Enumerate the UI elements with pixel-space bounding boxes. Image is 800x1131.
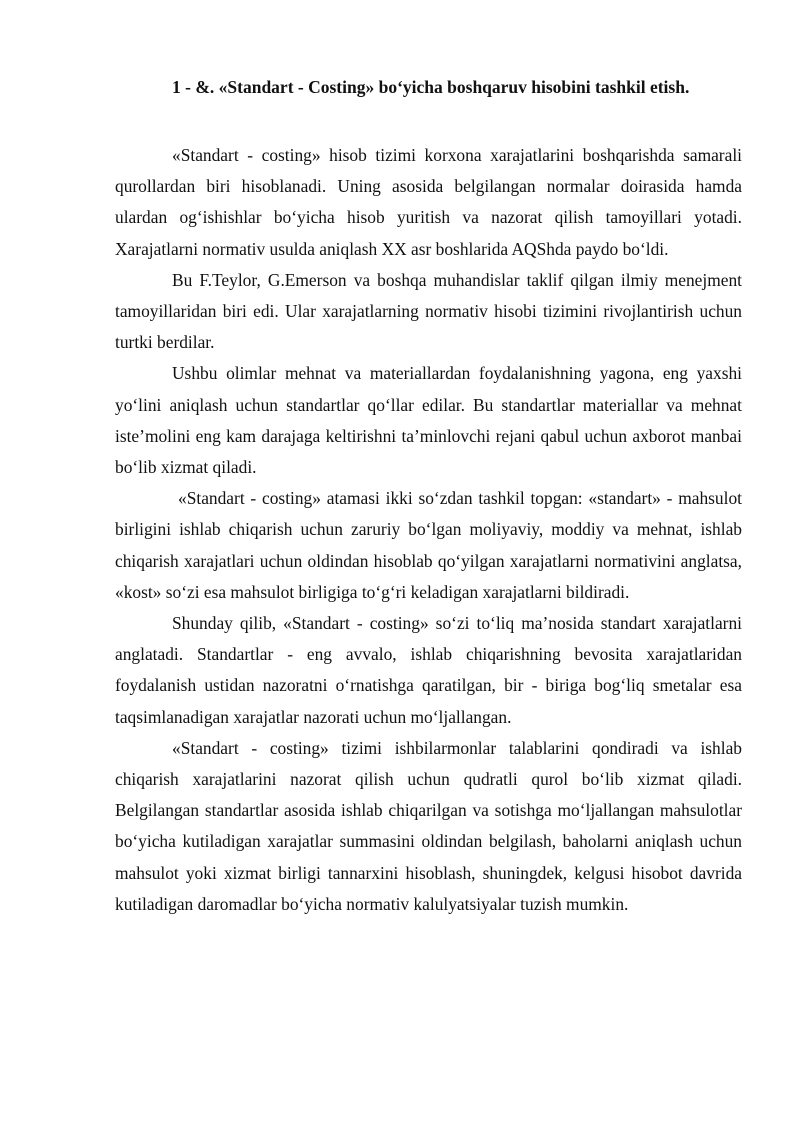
paragraph-6: «Standart - costing» tizimi ishbilarmonlar talablarini qondiradi va ishlab chiqarish xarajatlarini nazorat qilish uchun qudratli qurol bo‘lib xizmat qiladi. Belgilangan standartlar asosida ishlab chiqarilgan va sotishga mo‘ljallangan mahsulotlar bo‘yicha kutiladigan xarajatlar summasini oldindan belgilash, baholarni aniqlash uchun mahsulot yoki xizmat birligi tannarxini hisoblash, shuningdek, kelgusi hisobot davrida kutiladigan daromadlar bo‘yicha normativ kalulyatsiyalar tuzish mumkin. xyxy=(115,737,742,914)
document-body xyxy=(115,140,742,920)
paragraph-5: Shunday qilib, «Standart - costing» so‘zi to‘liq ma’nosida standart xarajatlarni anglatadi. Standartlar - eng avvalo, ishlab chiqarishning bevosita xarajatlaridan foydalanish ustidan nazoratni o‘rnatishga qaratilgan, bir - biriga bog‘liq smetalar esa taqsimlanadigan xarajatlar nazorati uchun mo‘ljallangan. xyxy=(115,613,742,727)
paragraph-4: «Standart - costing» atamasi ikki so‘zdan tashkil topgan: «standart» - mahsulot birligini ishlab chiqarish uchun zaruriy bo‘lgan moliyaviy, moddiy va mehnat, ishlab chiqarish xarajatlari uchun oldindan hisoblab qo‘yilgan xarajatlarni normativini anglatsa, «kost» so‘zi esa mahsulot birligiga to‘g‘ri keladigan xarajatlarni bildiradi. xyxy=(115,488,742,602)
paragraph-2: Bu F.Teylor, G.Emerson va boshqa muhandislar taklif qilgan ilmiy menejment tamoyillaridan biri edi. Ular xarajatlarning normativ hisobi tizimini rivojlantirish uchun turtki berdilar. xyxy=(115,269,742,353)
section-heading: 1 - &. «Standart - Costing» bo‘yicha boshqaruv hisobini tashkil etish. xyxy=(172,77,690,97)
paragraph-1: «Standart - costing» hisob tizimi korxona xarajatlarini boshqarishda samarali qurollardan biri hisoblanadi. Uning asosida belgilangan normalar doirasida hamda ulardan og‘ishishlar bo‘yicha hisob yuritish va nazorat qilish tamoyillari yotadi. Xarajatlarni normativ usulda aniqlash XX asr boshlarida AQShda paydo bo‘ldi. xyxy=(115,145,742,259)
paragraph-3: Ushbu olimlar mehnat va materiallardan foydalanishning yagona, eng yaxshi yo‘lini aniqlash uchun standartlar qo‘llar edilar. Bu standartlar materiallar va mehnat iste’molini eng kam darajaga keltirishni ta’minlovchi rejani qabul uchun axborot manbai bo‘lib xizmat qiladi. xyxy=(115,363,742,478)
